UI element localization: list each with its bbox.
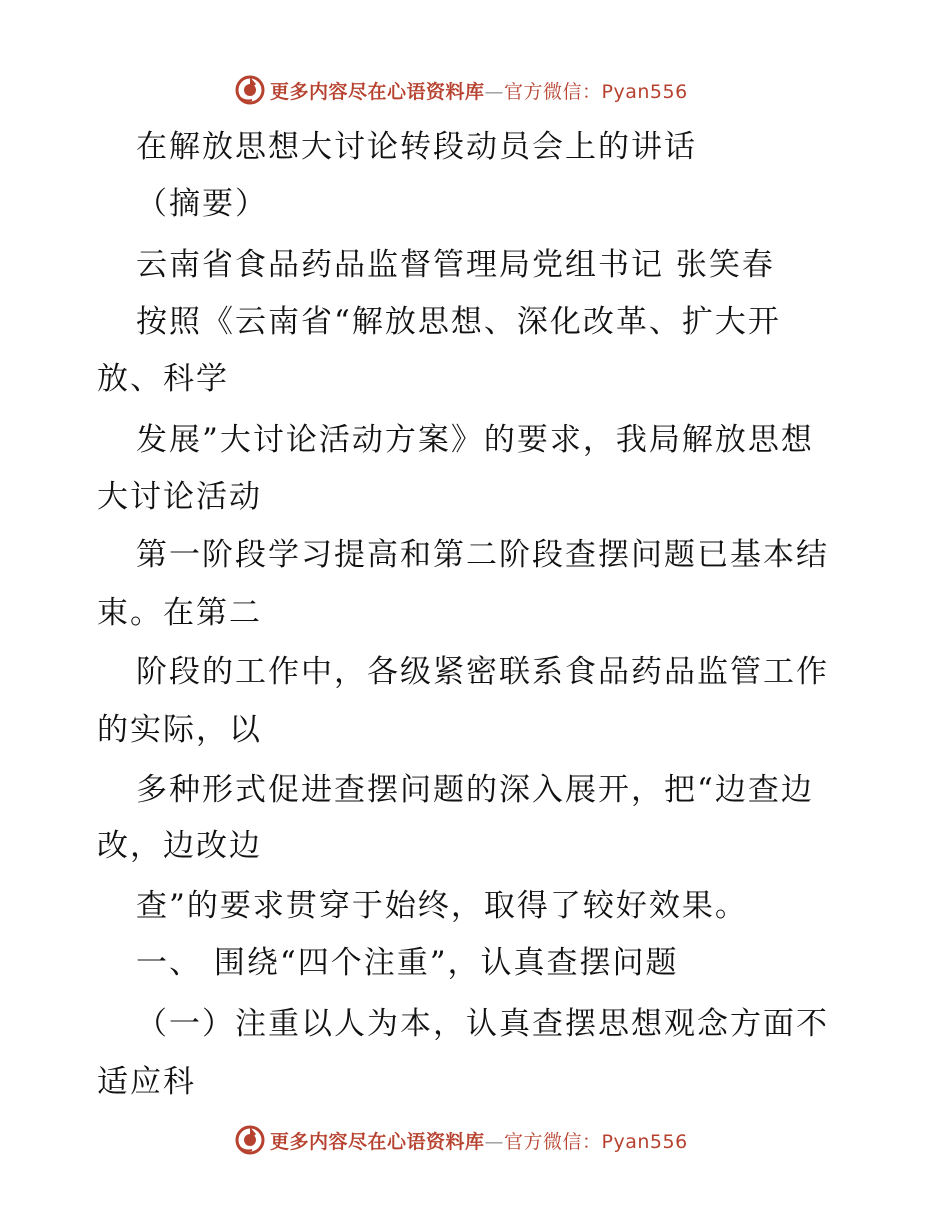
text-line: 大讨论活动 bbox=[97, 479, 262, 515]
text-line: 按照《云南省“解放思想、深化改革、扩大开 bbox=[136, 304, 781, 340]
text-line: 适应科 bbox=[97, 1064, 196, 1100]
text-line: 的实际，以 bbox=[97, 712, 262, 748]
text-line: 多种形式促进查摆问题的深入展开，把“边查边 bbox=[136, 772, 814, 808]
library-logo-icon bbox=[234, 1124, 266, 1156]
author-line: 云南省食品药品监督管理局党组书记 张笑春 bbox=[136, 247, 775, 283]
text-line: 查”的要求贯穿于始终，取得了较好效果。 bbox=[136, 888, 748, 924]
banner-text bbox=[270, 1127, 688, 1154]
header-banner bbox=[0, 70, 950, 110]
banner-wechat-id: Pyan556 bbox=[601, 80, 688, 103]
subsection-heading: （一）注重以人为本，认真查摆思想观念方面不 bbox=[136, 1006, 829, 1042]
banner-dash: — bbox=[484, 80, 505, 103]
document-title: 在解放思想大讨论转段动员会上的讲话 bbox=[136, 129, 697, 165]
library-logo-icon bbox=[234, 74, 266, 106]
text-line: 改，边改边 bbox=[97, 828, 262, 864]
banner-main-text: 更多内容尽在心语资料库 bbox=[270, 80, 485, 103]
text-line: 束。在第二 bbox=[97, 595, 262, 631]
text-line: 发展”大讨论活动方案》的要求，我局解放思想 bbox=[136, 422, 814, 458]
text-line: 放、科学 bbox=[97, 361, 229, 397]
section-heading: 一、 围绕“四个注重”，认真查摆问题 bbox=[136, 945, 679, 981]
banner-wechat-id: Pyan556 bbox=[601, 1130, 688, 1153]
document-subtitle: （摘要） bbox=[136, 186, 268, 222]
banner-text bbox=[270, 77, 688, 104]
banner-official-label: 官方微信： bbox=[504, 80, 602, 103]
banner-main-text: 更多内容尽在心语资料库 bbox=[270, 1130, 485, 1153]
banner-official-label: 官方微信： bbox=[504, 1130, 602, 1153]
text-line: 第一阶段学习提高和第二阶段查摆问题已基本结 bbox=[136, 537, 829, 573]
footer-banner bbox=[0, 1120, 950, 1160]
text-line: 阶段的工作中，各级紧密联系食品药品监管工作 bbox=[136, 654, 829, 690]
banner-dash: — bbox=[484, 1130, 505, 1153]
